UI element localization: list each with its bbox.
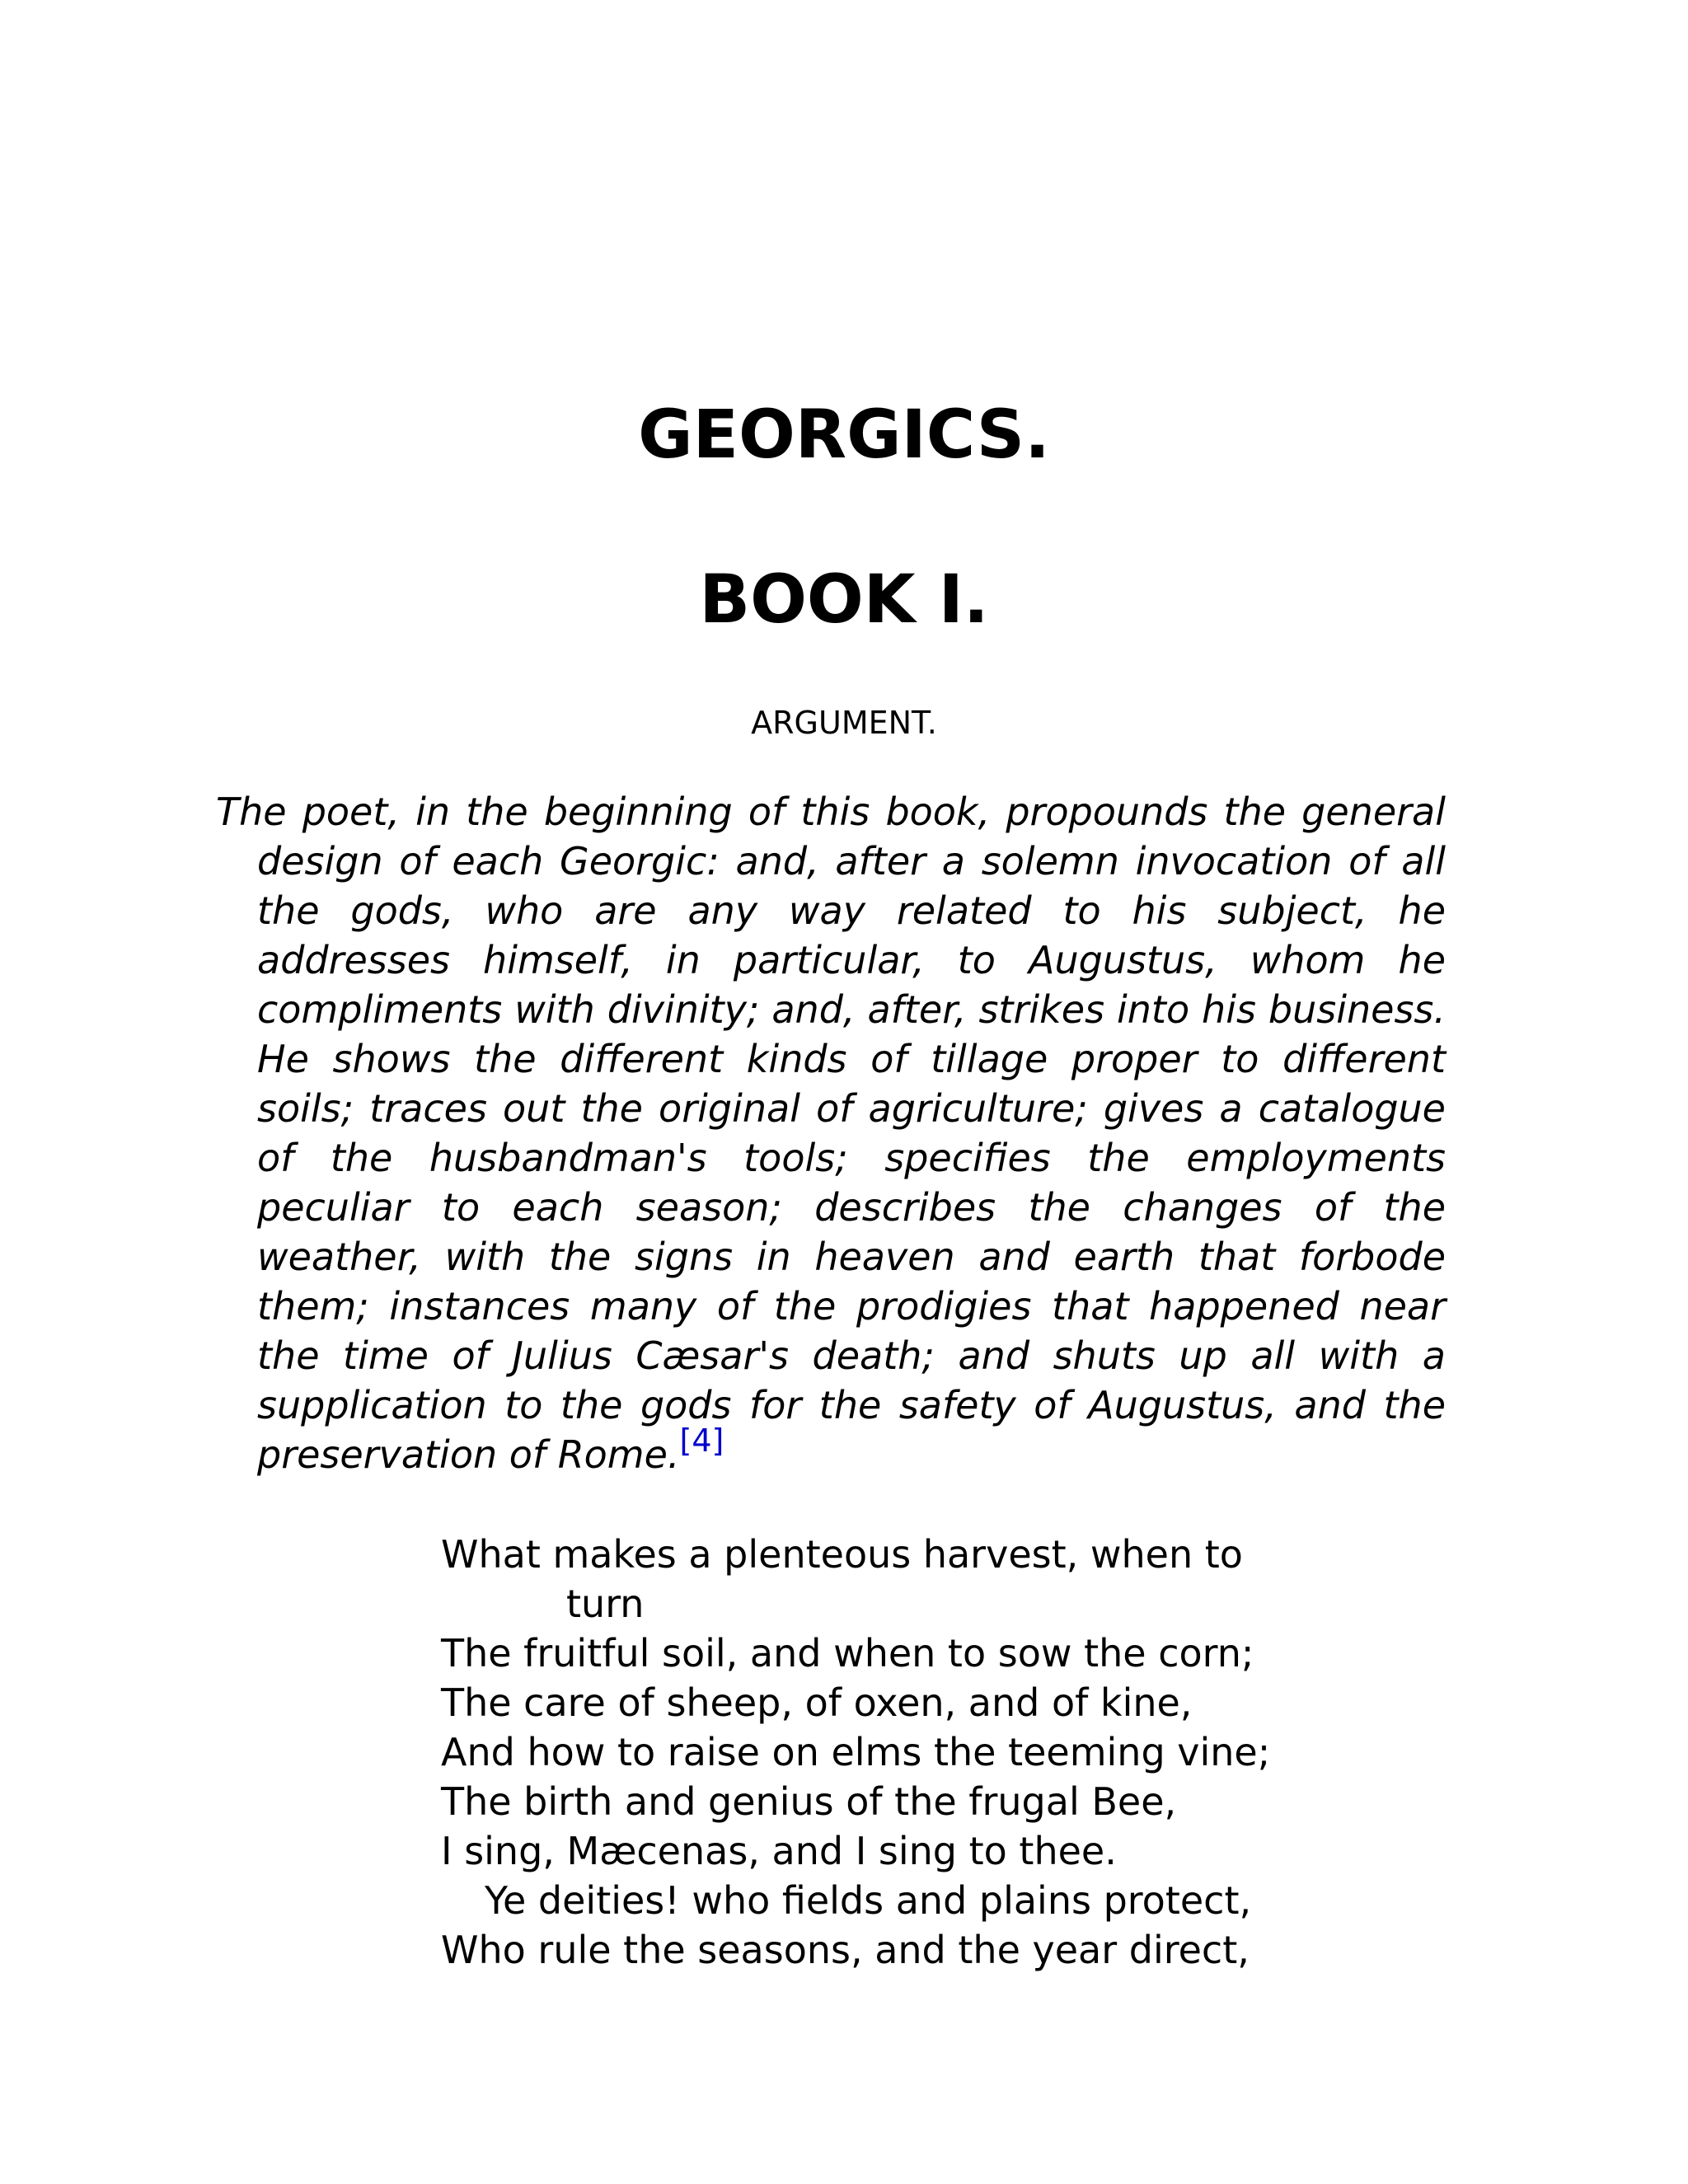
poem-line: The care of sheep, of oxen, and of kine,: [441, 1680, 1193, 1725]
poem-line: And how to raise on elms the teeming vine;: [441, 1730, 1271, 1774]
poem-line-continuation: turn: [566, 1582, 645, 1626]
argument-paragraph: [216, 787, 1446, 1479]
argument-text: The poet, in the beginning of this book, propounds the general design of each Georgic: and, after a solemn invocation of all the gods, who are any way related to his subject, he addresses himself, in particular, to Augustus, whom he compliments with divinity; and, after, strikes into his business. He shows the different kinds of tillage proper to different soils; traces out the original of agriculture; gives a catalogue of the husbandman's tools; specifies the employments peculiar to each season; describes the changes of the weather, with the signs in heaven and earth that forbode them; instances many of the prodigies that happened near the time of Julius Cæsar's death; and shuts up all with a supplication to the gods for the safety of Augustus, and the preservation of Rome.: [216, 790, 1446, 1477]
argument-heading: ARGUMENT.: [751, 705, 937, 741]
poem-line: The birth and genius of the frugal Bee,: [441, 1779, 1177, 1824]
book-heading: BOOK I.: [699, 561, 989, 639]
poem-line: I sing, Mæcenas, and I sing to thee.: [441, 1829, 1117, 1873]
poem-stanza: [441, 1530, 1348, 1975]
poem-line: The fruitful soil, and when to sow the corn;: [441, 1631, 1254, 1675]
poem-line-indented: Ye deities! who fields and plains protect,: [485, 1878, 1252, 1923]
poem-line: What makes a plenteous harvest, when to: [441, 1532, 1243, 1577]
poem-line: Who rule the seasons, and the year direct,: [441, 1928, 1250, 1972]
page-title: GEORGICS.: [638, 396, 1050, 474]
footnote-link[interactable]: [4]: [679, 1422, 724, 1459]
